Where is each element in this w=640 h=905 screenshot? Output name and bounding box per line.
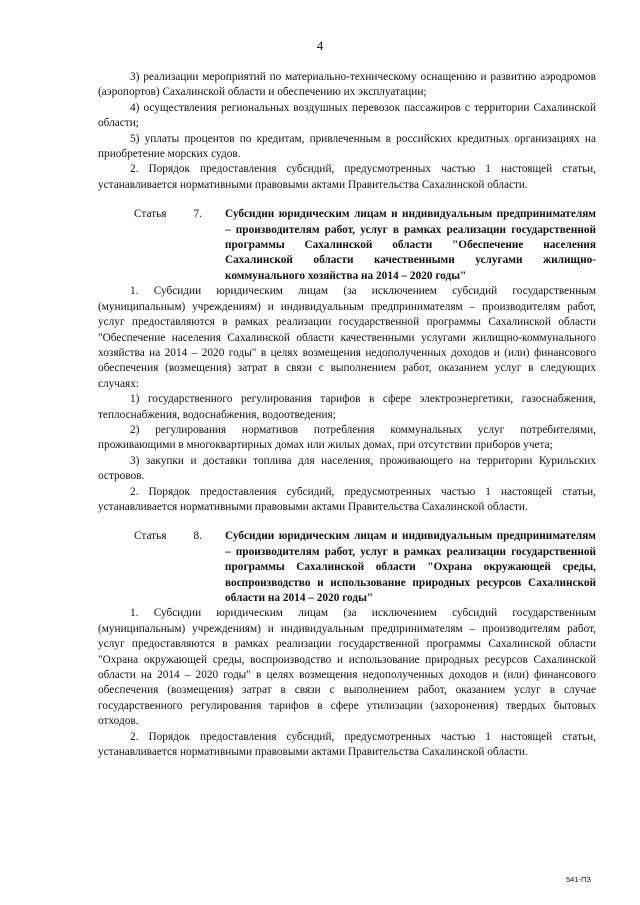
document-code: 541-ПЗ xyxy=(566,875,591,884)
article-number: 7. xyxy=(193,208,202,221)
paragraph: 2. Порядок предоставления субсидий, предусмотренных частью 1 настоящей статьи, устанавливается нормативными правовыми актами Правительства Сахалинской области. xyxy=(98,163,596,191)
article-label: Статья xyxy=(134,208,167,221)
list-item: 3) реализации мероприятий по материально-техническому оснащению и развитию аэродромов (аэропортов) Сахалинской области и обеспечению их эксплуатации; xyxy=(98,71,596,99)
article-title: Субсидии юридическим лицам и индивидуальным предпринимателям – производителям работ, услуг в рамках реализации государственной программы Сахалинской области "Обеспечение населения Сахалинской области качественными услугами жилищно-коммунального хозяйства на 2014 – 2020 годы" xyxy=(225,208,596,282)
page-number: 4 xyxy=(316,38,324,53)
article-label: Статья xyxy=(134,530,167,543)
paragraph: 1. Субсидии юридическим лицам (за исключением субсидий государственным (муниципальным) учреждениям) и индивидуальным предпринимателям – производителям работ, услуг предоставляются в рамках реализации государственной программы Сахалинской области "Обеспечение населения Сахалинской области качественными услугами жилищно-коммунального хозяйства на 2014 – 2020 годы" в целях возмещения недополученных доходов и (или) финансового обеспечения (возмещения) затрат в связи с выполнением работ, оказанием услуг в следующих случаях: xyxy=(98,285,596,390)
paragraph: 2. Порядок предоставления субсидий, предусмотренных частью 1 настоящей статьи, устанавливается нормативными правовыми актами Правительства Сахалинской области. xyxy=(98,485,596,513)
document-body xyxy=(98,70,596,760)
article-title: Субсидии юридическим лицам и индивидуальным предпринимателям – производителям работ, услуг в рамках реализации государственной программы Сахалинской области "Охрана окружающей среды, воспроизводство и использование природных ресурсов Сахалинской области на 2014 – 2020 годы" xyxy=(225,530,596,604)
list-item: 3) закупки и доставки топлива для населения, проживающего на территории Курильских островов. xyxy=(98,454,596,483)
list-item: 1) государственного регулирования тарифов в сфере электроэнергетики, газоснабжения, теплоснабжения, водоснабжения, водоотведения; xyxy=(98,393,596,421)
paragraph: 1. Субсидии юридическим лицам (за исключением субсидий государственным (муниципальным) учреждениям) и индивидуальным предпринимателям – производителям работ, услуг предоставляются в рамках реализации государственной программы Сахалинской области "Охрана окружающей среды, воспроизводство и использование природных ресурсов Сахалинской области на 2014 – 2020 годы" в целях возмещения недополученных доходов и (или) финансового обеспечения (возмещения) затрат в связи с выполнением работ, оказанием услуг в случае государственного регулирования тарифов в сфере утилизации (захоронения) твердых бытовых отходов. xyxy=(98,607,596,728)
list-item: 4) осуществления региональных воздушных перевозок пассажиров с территории Сахалинской области; xyxy=(98,101,596,130)
paragraph: 2. Порядок предоставления субсидий, предусмотренных частью 1 настоящей статьи, устанавливается нормативными правовыми актами Правительства Сахалинской области. xyxy=(98,730,596,759)
article-8-heading xyxy=(98,529,596,606)
article-number: 8. xyxy=(193,530,202,543)
list-item: 5) уплаты процентов по кредитам, привлеченным в российских кредитных организациях на приобретение морских судов. xyxy=(98,132,596,161)
list-item: 2) регулирования нормативов потребления коммунальных услуг потребителями, проживающими в многоквартирных домах или жилых домах, при отсутствии приборов учета; xyxy=(98,423,596,452)
article-7-heading xyxy=(98,207,596,284)
